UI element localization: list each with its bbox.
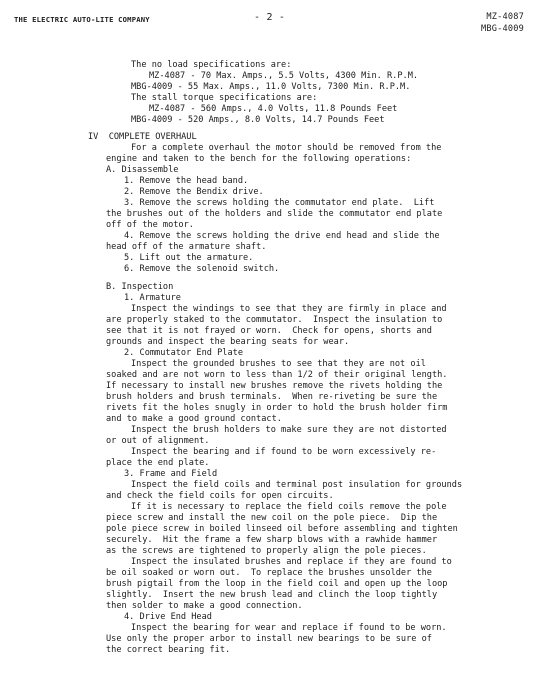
section-heading-complete-overhaul: IV COMPLETE OVERHAUL: [88, 132, 197, 142]
text-line: piece screw and install the new coil on the pole piece. Dip the: [106, 513, 438, 523]
text-line: 6. Remove the solenoid switch.: [124, 264, 280, 274]
text-line: MZ-4087 - 560 Amps., 4.0 Volts, 11.8 Pounds Feet: [149, 104, 398, 114]
text-line: pole piece screw in boiled linseed oil before assembling and tighten: [106, 524, 458, 534]
text-line: MZ-4087 - 70 Max. Amps., 5.5 Volts, 4300 Min. R.P.M.: [149, 71, 419, 81]
text-line: 1. Armature: [124, 293, 181, 303]
text-line: Inspect the insulated brushes and replace if they are found to: [131, 557, 452, 567]
text-line: MBG-4009 - 55 Max. Amps., 11.0 Volts, 7300 Min. R.P.M.: [131, 82, 411, 92]
text-line: soaked and are not worn to less than 1/2 of their original length.: [106, 370, 448, 380]
text-line: 2. Commutator End Plate: [124, 348, 243, 358]
text-line: The stall torque specifications are:: [131, 93, 318, 103]
text-line: Inspect the field coils and terminal post insulation for grounds: [131, 480, 463, 490]
text-line: Inspect the bearing and if found to be worn excessively re-: [131, 447, 437, 457]
text-line: Inspect the brush holders to make sure they are not distorted: [131, 425, 447, 435]
company-name: THE ELECTRIC AUTO-LITE COMPANY: [14, 15, 150, 24]
text-line: engine and taken to the bench for the following operations:: [106, 154, 412, 164]
text-line: as the screws are tightened to properly align the pole pieces.: [106, 546, 427, 556]
text-line: 4. Remove the screws holding the drive end head and slide the: [124, 231, 440, 241]
text-line: 4. Drive End Head: [124, 612, 212, 622]
text-line: 5. Lift out the armature.: [124, 253, 254, 263]
text-line: 2. Remove the Bendix drive.: [124, 187, 264, 197]
text-line: off of the motor.: [106, 220, 194, 230]
text-line: or out of alignment.: [106, 436, 210, 446]
text-line: B. Inspection: [106, 282, 174, 292]
text-line: rivets fit the holes snugly in order to hold the brush holder firm: [106, 403, 448, 413]
text-line: be oil soaked or worn out. To replace the brushes unsolder the: [106, 568, 432, 578]
text-line: 3. Frame and Field: [124, 469, 218, 479]
model-number-2: MBG-4009: [481, 24, 524, 34]
text-line: and check the field coils for open circuits.: [106, 491, 334, 501]
text-line: brush holders and brush terminals. When re-riveting be sure the: [106, 392, 438, 402]
text-line: MBG-4009 - 520 Amps., 8.0 Volts, 14.7 Pounds Feet: [131, 115, 385, 125]
text-line: grounds and inspect the bearing seats for wear.: [106, 337, 350, 347]
text-line: If it is necessary to replace the field coils remove the pole: [131, 502, 447, 512]
text-line: and to make a good ground contact.: [106, 414, 282, 424]
text-line: A. Disassemble: [106, 165, 179, 175]
text-line: Inspect the windings to see that they are firmly in place and: [131, 304, 447, 314]
text-line: the correct bearing fit.: [106, 645, 231, 655]
text-line: 3. Remove the screws holding the commutator end plate. Lift: [124, 198, 435, 208]
text-line: Inspect the bearing for wear and replace if found to be worn.: [131, 623, 447, 633]
text-line: are properly staked to the commutator. Inspect the insulation to: [106, 315, 443, 325]
page-number: - 2 -: [254, 12, 286, 23]
text-line: securely. Hit the frame a few sharp blows with a rawhide hammer: [106, 535, 438, 545]
text-line: then solder to make a good connection.: [106, 601, 303, 611]
text-line: the brushes out of the holders and slide the commutator end plate: [106, 209, 443, 219]
model-numbers: [481, 11, 524, 35]
model-number-1: MZ-4087: [486, 12, 524, 22]
text-line: Inspect the grounded brushes to see that they are not oil: [131, 359, 426, 369]
text-line: For a complete overhaul the motor should be removed from the: [131, 143, 442, 153]
text-line: The no load specifications are:: [131, 60, 292, 70]
text-line: brush pigtail from the loop in the field coil and open up the loop: [106, 579, 448, 589]
text-line: head off of the armature shaft.: [106, 242, 267, 252]
text-line: Use only the proper arbor to install new bearings to be sure of: [106, 634, 432, 644]
text-line: 1. Remove the head band.: [124, 176, 249, 186]
text-line: slightly. Insert the new brush lead and clinch the loop tightly: [106, 590, 438, 600]
text-line: If necessary to install new brushes remove the rivets holding the: [106, 381, 443, 391]
text-line: see that it is not frayed or worn. Check for opens, shorts and: [106, 326, 432, 336]
text-line: place the end plate.: [106, 458, 210, 468]
